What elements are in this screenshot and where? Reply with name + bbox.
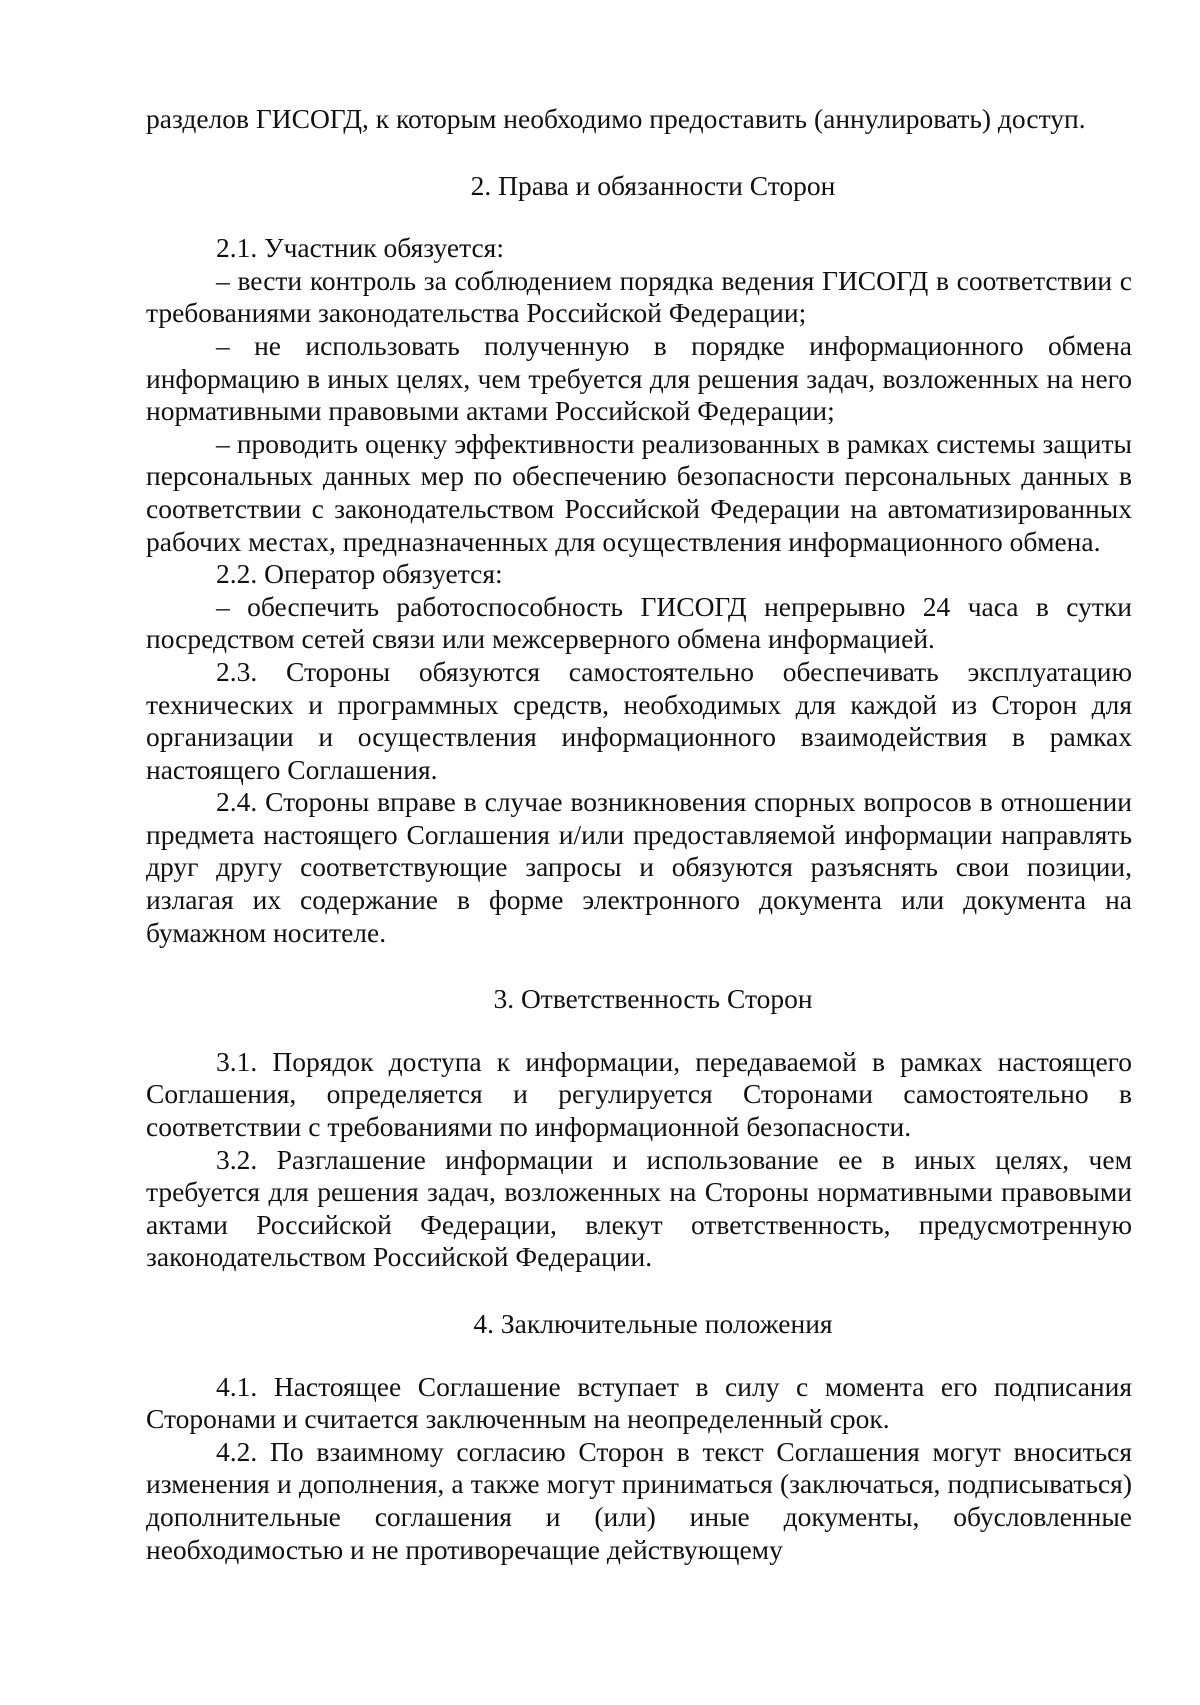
intro-paragraph-tail: разделов ГИСОГД, к которым необходимо предоставить (аннулировать) доступ. [146, 103, 1086, 134]
clause-3-1: 3.1. Порядок доступа к информации, передаваемой в рамках настоящего Соглашения, определяется и регулируется Сторонами самостоятельно в соответствии с требованиями по информационной безопасности. [146, 1045, 1132, 1143]
clause-4-1: 4.1. Настоящее Соглашение вступает в силу с момента его подписания Сторонами и считается заключенным на неопределенный срок. [146, 1370, 1132, 1435]
clause-2-1-item-3: – проводить оценку эффективности реализованных в рамках системы защиты персональных данных мер по обеспечению безопасности персональных данных в соответствии с законодательством Российской Федерации на автоматизированных рабочих местах, предназначенных для осуществления информационного обмена. [146, 427, 1132, 557]
clause-2-3: 2.3. Стороны обязуются самостоятельно обеспечивать эксплуатацию технических и программных средств, необходимых для каждой из Сторон для организации и осуществления информационного взаимодействия в рамках настоящего Соглашения. [146, 655, 1132, 785]
clause-2-1-item-1: – вести контроль за соблюдением порядка ведения ГИСОГД в соответствии с требованиями законодательства Российской Федерации; [146, 264, 1132, 329]
section-2-heading: 2. Права и обязанности Сторон [470, 169, 836, 201]
clause-2-1-item-2: – не использовать полученную в порядке информационного обмена информацию в иных целях, чем требуется для решения задач, возложенных на него нормативными правовыми актами Российской Федерации; [146, 329, 1132, 427]
clause-2-2: 2.2. Оператор обязуется: [216, 558, 503, 590]
clause-2-1: 2.1. Участник обязуется: [216, 232, 504, 264]
section-3-heading: 3. Ответственность Сторон [493, 983, 813, 1015]
clause-3-2: 3.2. Разглашение информации и использование ее в иных целях, чем требуется для решения задач, возложенных на Стороны нормативными правовыми актами Российской Федерации, влекут ответственность, предусмотренную законодательством Российской Федерации. [146, 1143, 1132, 1273]
clause-2-4: 2.4. Стороны вправе в случае возникновения спорных вопросов в отношении предмета настоящего Соглашения и/или предоставляемой информации направлять друг другу соответствующие запросы и обязуются разъяснять свои позиции, излагая их содержание в форме электронного документа или документа на бумажном носителе. [146, 786, 1132, 948]
clause-2-2-item-1: – обеспечить работоспособность ГИСОГД непрерывно 24 часа в сутки посредством сетей связи или межсерверного обмена информацией. [146, 590, 1132, 655]
section-4-heading: 4. Заключительные положения [473, 1308, 833, 1339]
clause-4-2: 4.2. По взаимному согласию Сторон в текст Соглашения могут вноситься изменения и дополнения, а также могут приниматься (заключаться, подписываться) дополнительные соглашения и (или) иные документы, обусловленные необходимостью и не противоречащие действующему [146, 1435, 1132, 1565]
